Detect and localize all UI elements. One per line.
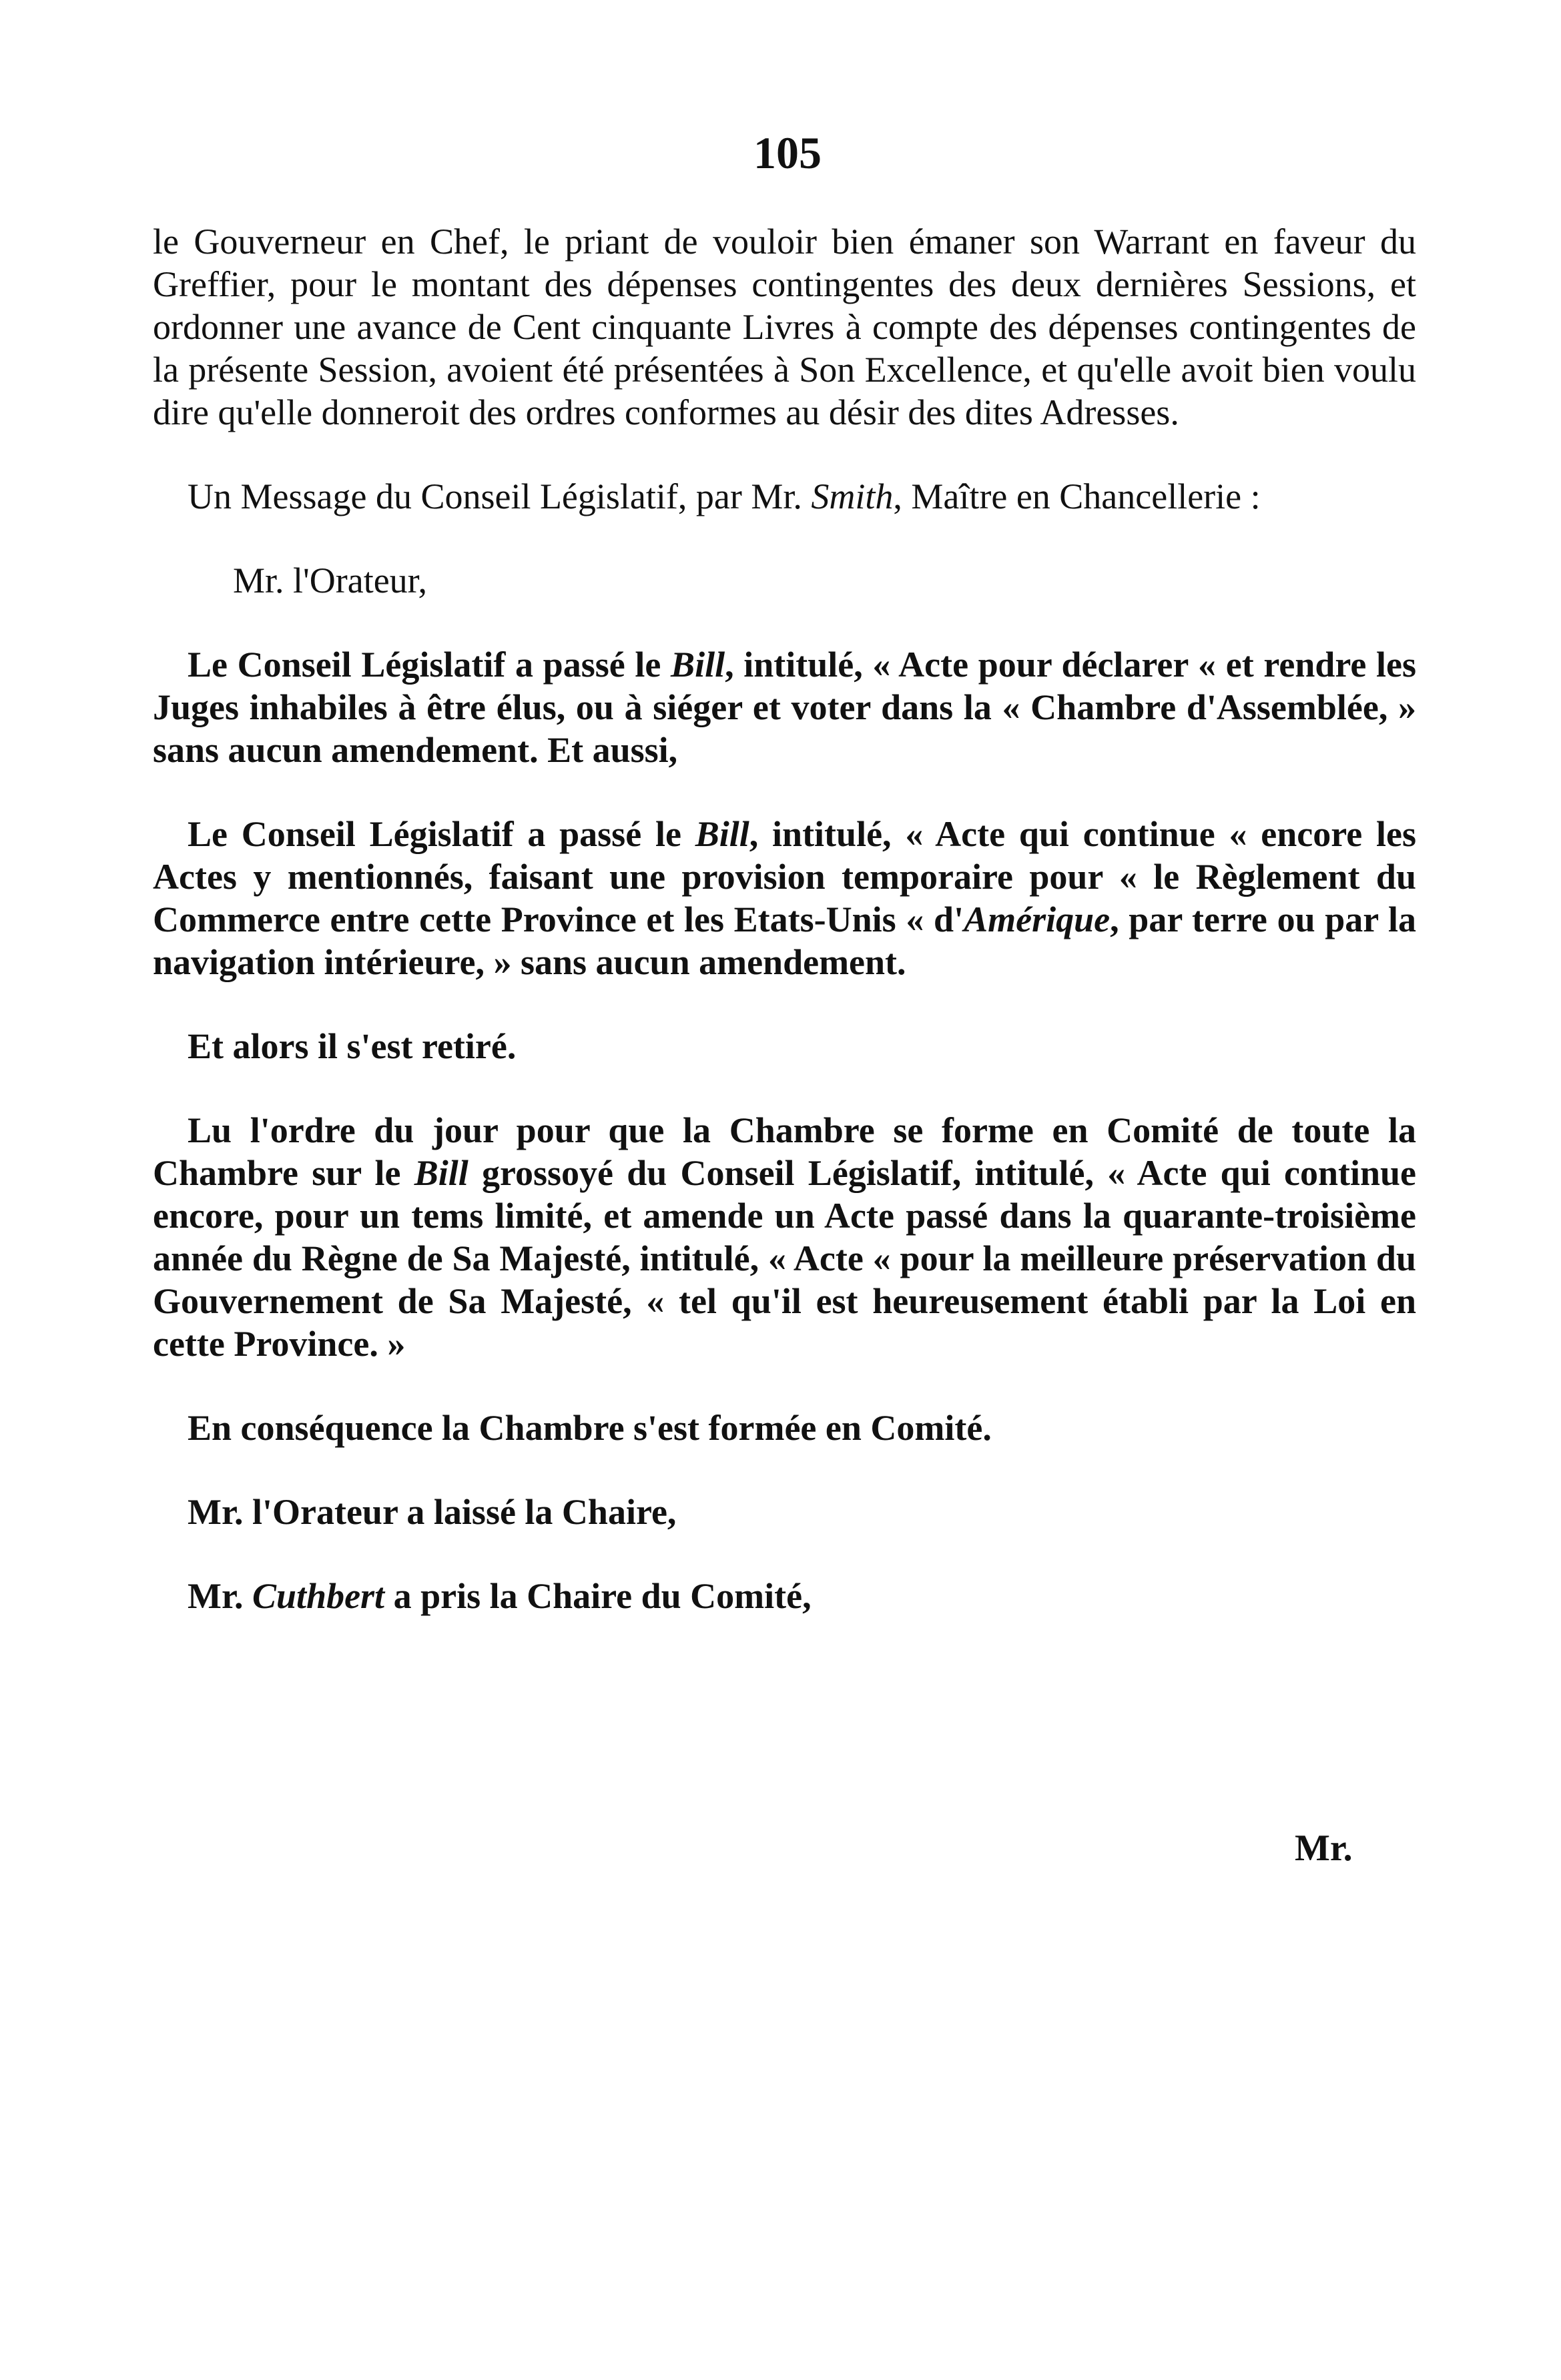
paragraph-speaker-leaves — [153, 1491, 1416, 1533]
text-run: grossoyé du Conseil Législatif, intitulé, « Acte qui continue encore, pour un tems limité, et amende un Acte passé dans la quarante-troisième année du Règne de Sa Majesté, intitulé, « Acte « pour la meilleure préservation du Gouvernement de Sa Majesté, « tel qu'il est heureusement établi par la Loi en cette Province. » — [153, 1153, 1416, 1364]
paragraph-cuthbert-chair — [153, 1575, 1416, 1617]
text-run: , intitulé, « Acte pour déclarer « et rendre les Juges inhabiles à être élus, ou à siéger et voter dans la « Chambre d'Assemblée, » sans aucun amendement. Et aussi, — [153, 645, 1417, 770]
text-run: , par terre ou par la navigation intérieure, » sans aucun amendement. — [153, 899, 1416, 982]
text-run: , Maître en Chancellerie : — [893, 476, 1261, 516]
name-smith: Smith — [811, 476, 894, 516]
page-body — [153, 220, 1416, 1659]
paragraph-bill-judges — [153, 643, 1416, 771]
paragraph-text: le Gouverneur en Chef, le priant de vouloir bien émaner son Warrant en faveur du Greffier, pour le montant des dépenses contingentes des deux dernières Sessions, et ordonner une avance de Cent cinquante Livres à compte des dépenses contingentes de la présente Session, avoient été présentées à Son Excellence, et qu'elle avoit bien voulu dire qu'elle donneroit des ordres conformes au désir des dites Adresses. — [153, 222, 1416, 432]
term-bill: Bill — [695, 814, 749, 854]
paragraph-withdrawal — [153, 1025, 1416, 1068]
text-run: Lu l'ordre du jour pour que la Chambre se forme en Comité de toute la Chambre sur le — [153, 1110, 1416, 1193]
committee-text: En conséquence la Chambre s'est formée en Comité. — [188, 1408, 992, 1448]
catchword: Mr. — [1295, 1828, 1353, 1869]
text-run: Un Message du Conseil Législatif, par Mr. — [188, 476, 812, 516]
paragraph-salutation — [153, 559, 1416, 602]
withdrawal-text: Et alors il s'est retiré. — [188, 1026, 517, 1066]
paragraph-message-announcement — [153, 475, 1416, 518]
salutation-text: Mr. l'Orateur, — [233, 560, 427, 601]
paragraph-bill-commerce — [153, 813, 1416, 983]
term-bill: Bill — [414, 1153, 469, 1193]
text-run: , intitulé, « Acte qui continue « encore les Actes y mentionnés, faisant une provision temporaire pour « le Règlement du Commerce entre cette Province et les Etats-Unis « d' — [153, 814, 1416, 939]
text-run: Mr. — [188, 1576, 252, 1616]
text-run: a pris la Chaire du Comité, — [384, 1576, 812, 1616]
term-amerique: Amérique — [964, 899, 1111, 939]
term-bill: Bill — [671, 645, 725, 685]
paragraph-governor-reply — [153, 220, 1416, 434]
paragraph-committee-formed — [153, 1407, 1416, 1449]
paragraph-order-of-day — [153, 1109, 1416, 1365]
name-cuthbert: Cuthbert — [252, 1576, 385, 1616]
speaker-text: Mr. l'Orateur a laissé la Chaire, — [188, 1492, 677, 1532]
page-number: 105 — [753, 127, 822, 178]
text-run: Le Conseil Législatif a passé le — [188, 814, 695, 854]
text-run: Le Conseil Législatif a passé le — [188, 645, 671, 685]
